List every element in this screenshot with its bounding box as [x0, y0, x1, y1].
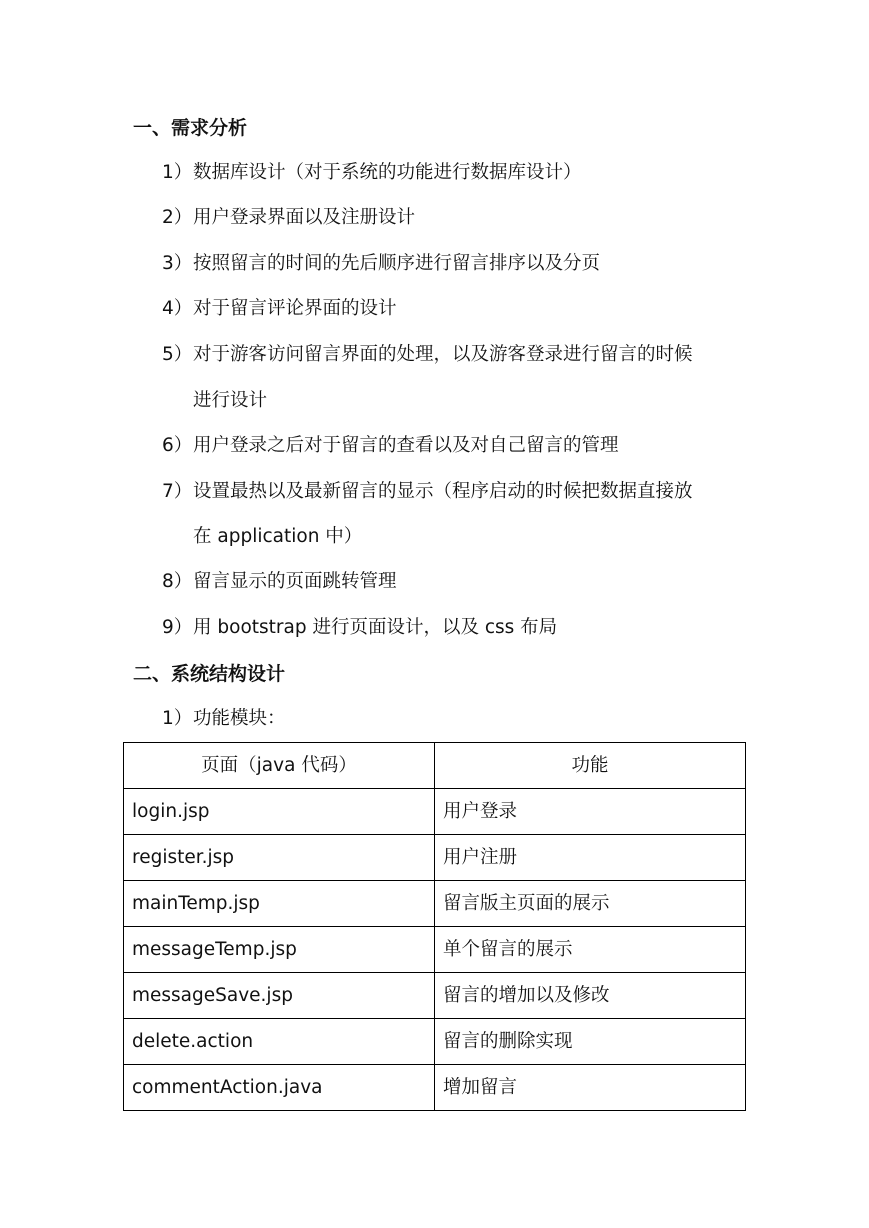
list-item [162, 206, 415, 230]
list-item [162, 161, 582, 185]
list-item-text: 用户登录之后对于留言的查看以及对自己留言的管理 [193, 435, 619, 456]
section-heading-requirements: 一、需求分析 [133, 117, 248, 139]
list-item [162, 480, 693, 504]
table-row [124, 881, 746, 927]
list-item-text: 按照留言的时间的先后顺序进行留言排序以及分页 [193, 253, 601, 274]
table-cell-page: commentAction.java [124, 1065, 435, 1111]
list-item [162, 707, 286, 731]
list-item-text: 数据库设计（对于系统的功能进行数据库设计） [193, 162, 582, 183]
table-cell-page: register.jsp [124, 835, 435, 881]
table-cell-page: login.jsp [124, 789, 435, 835]
list-item-text: 设置最热以及最新留言的显示（程序启动的时候把数据直接放 [193, 481, 693, 502]
table-cell-function: 用户登录 [435, 789, 746, 835]
list-item [162, 616, 557, 640]
table-row [124, 835, 746, 881]
list-item-number: 6） [162, 435, 193, 456]
list-item-number: 7） [162, 481, 193, 502]
table-row [124, 789, 746, 835]
list-item [162, 343, 693, 367]
list-item [162, 570, 397, 594]
table-cell-function: 用户注册 [435, 835, 746, 881]
table-header-page: 页面（java 代码） [124, 743, 435, 789]
table-cell-function: 留言的删除实现 [435, 1019, 746, 1065]
list-item-number: 1） [162, 162, 193, 183]
list-item-number: 2） [162, 207, 193, 228]
list-item-text: 留言显示的页面跳转管理 [193, 571, 397, 592]
list-item-continuation: 进行设计 [193, 390, 268, 411]
list-item [162, 297, 397, 321]
list-item-text: 功能模块： [193, 708, 286, 729]
table-row [124, 973, 746, 1019]
table-header-function: 功能 [435, 743, 746, 789]
list-item-number: 9） [162, 617, 193, 638]
table-row [124, 1019, 746, 1065]
list-item-number: 1） [162, 708, 193, 729]
table-cell-page: mainTemp.jsp [124, 881, 435, 927]
list-item [162, 252, 600, 276]
table-cell-function: 增加留言 [435, 1065, 746, 1111]
table-cell-function: 单个留言的展示 [435, 927, 746, 973]
list-item-number: 3） [162, 253, 193, 274]
table-cell-page: messageTemp.jsp [124, 927, 435, 973]
list-item-number: 5） [162, 344, 193, 365]
list-item-number: 8） [162, 571, 193, 592]
list-item [162, 434, 619, 458]
table-header-row [124, 743, 746, 789]
list-item-text: 用户登录界面以及注册设计 [193, 207, 416, 228]
table-cell-page: delete.action [124, 1019, 435, 1065]
function-module-table [123, 742, 746, 1111]
list-item-text: 用 bootstrap 进行页面设计，以及 css 布局 [193, 617, 558, 638]
table-cell-function: 留言的增加以及修改 [435, 973, 746, 1019]
table-row [124, 927, 746, 973]
list-item-text: 对于游客访问留言界面的处理，以及游客登录进行留言的时候 [193, 344, 693, 365]
list-item-number: 4） [162, 298, 193, 319]
list-item-continuation: 在 application 中） [193, 526, 363, 547]
table-row [124, 1065, 746, 1111]
section-heading-system-design: 二、系统结构设计 [133, 663, 286, 685]
table-cell-page: messageSave.jsp [124, 973, 435, 1019]
table-cell-function: 留言版主页面的展示 [435, 881, 746, 927]
list-item-text: 对于留言评论界面的设计 [193, 298, 397, 319]
